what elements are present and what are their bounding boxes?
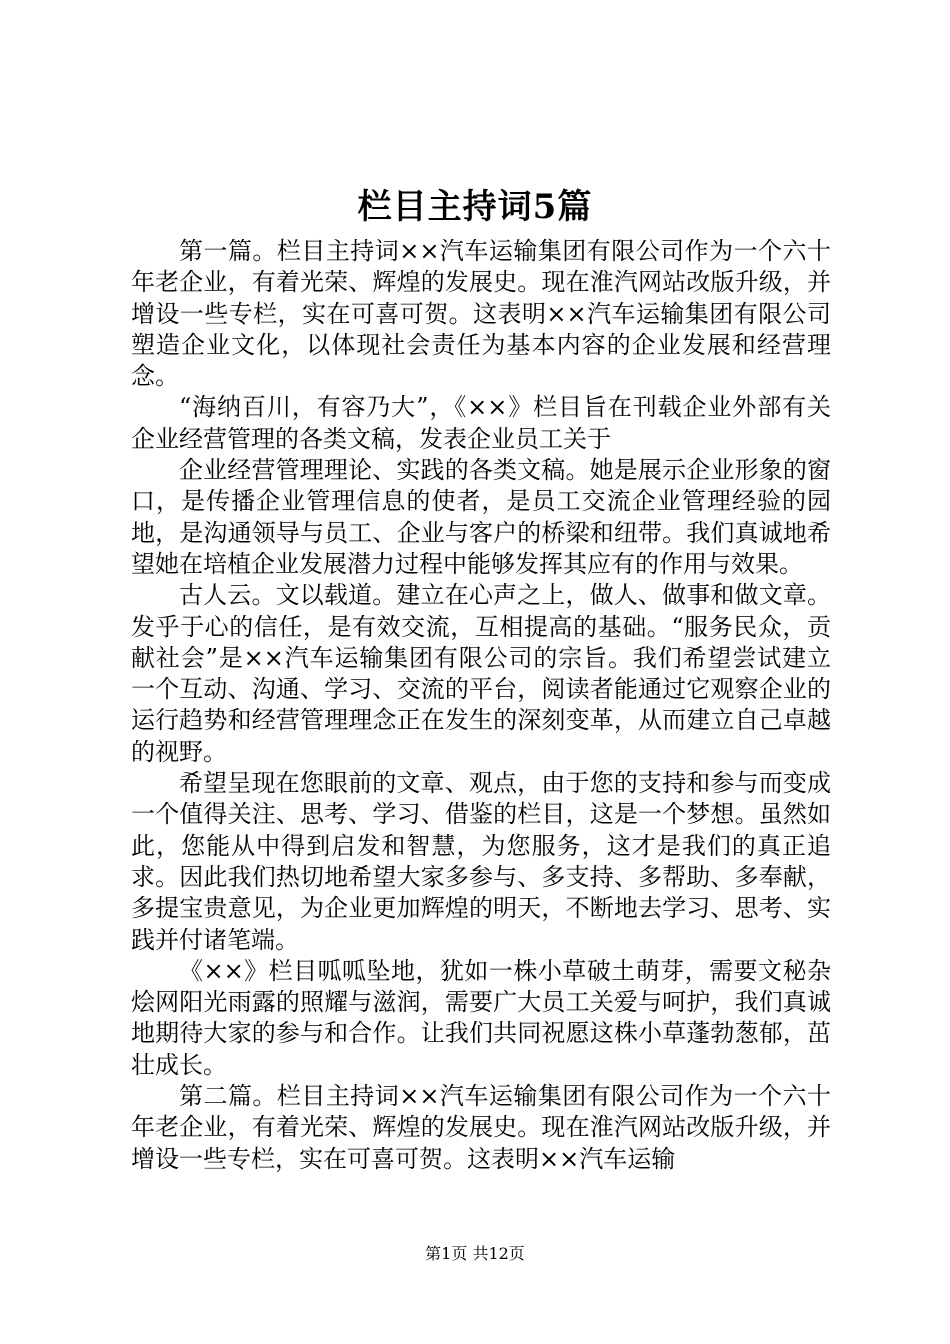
paragraph-6: 《××》栏目呱呱坠地，犹如一株小草破土萌芽，需要文秘杂烩网阳光雨露的照耀与滋润，需要广大员工关爱与呵护，我们真诚地期待大家的参与和合作。让我们共同祝愿这株小草蓬勃葱郁，茁壮成长。: [131, 956, 831, 1079]
paragraph-7: 第二篇。栏目主持词××汽车运输集团有限公司作为一个六十年老企业，有着光荣、辉煌的发展史。现在淮汽网站改版升级，并增设一些专栏，实在可喜可贺。这表明××汽车运输: [131, 1082, 831, 1173]
document-body: [131, 236, 831, 1175]
paragraph-2: “海纳百川，有容乃大”，《××》栏目旨在刊载企业外部有关企业经营管理的各类文稿，发表企业员工关于: [131, 393, 831, 453]
document-title: 栏目主持词5篇: [357, 187, 593, 227]
page-number: 第1页 共12页: [425, 1244, 525, 1263]
paragraph-4: 古人云。文以载道。建立在心声之上，做人、做事和做文章。发乎于心的信任，是有效交流，互相提高的基础。“服务民众，贡献社会”是××汽车运输集团有限公司的宗旨。我们希望尝试建立一个互动、沟通、学习、交流的平台，阅读者能通过它观察企业的运行趋势和经营管理理念正在发生的深刻变革，从而建立自己卓越的视野。: [131, 581, 831, 766]
paragraph-5: 希望呈现在您眼前的文章、观点，由于您的支持和参与而变成一个值得关注、思考、学习、借鉴的栏目，这是一个梦想。虽然如此，您能从中得到启发和智慧，为您服务，这才是我们的真正追求。因此我们热切地希望大家多参与、多支持、多帮助、多奉献，多提宝贵意见，为企业更加辉煌的明天，不断地去学习、思考、实践并付诸笔端。: [131, 769, 831, 954]
paragraph-3: 企业经营管理理论、实践的各类文稿。她是展示企业形象的窗口，是传播企业管理信息的使者，是员工交流企业管理经验的园地，是沟通领导与员工、企业与客户的桥梁和纽带。我们真诚地希望她在培植企业发展潜力过程中能够发挥其应有的作用与效果。: [131, 456, 831, 578]
paragraph-1: 第一篇。栏目主持词××汽车运输集团有限公司作为一个六十年老企业，有着光荣、辉煌的发展史。现在淮汽网站改版升级，并增设一些专栏，实在可喜可贺。这表明××汽车运输集团有限公司塑造企业文化，以体现社会责任为基本内容的企业发展和经营理念。: [131, 237, 831, 391]
